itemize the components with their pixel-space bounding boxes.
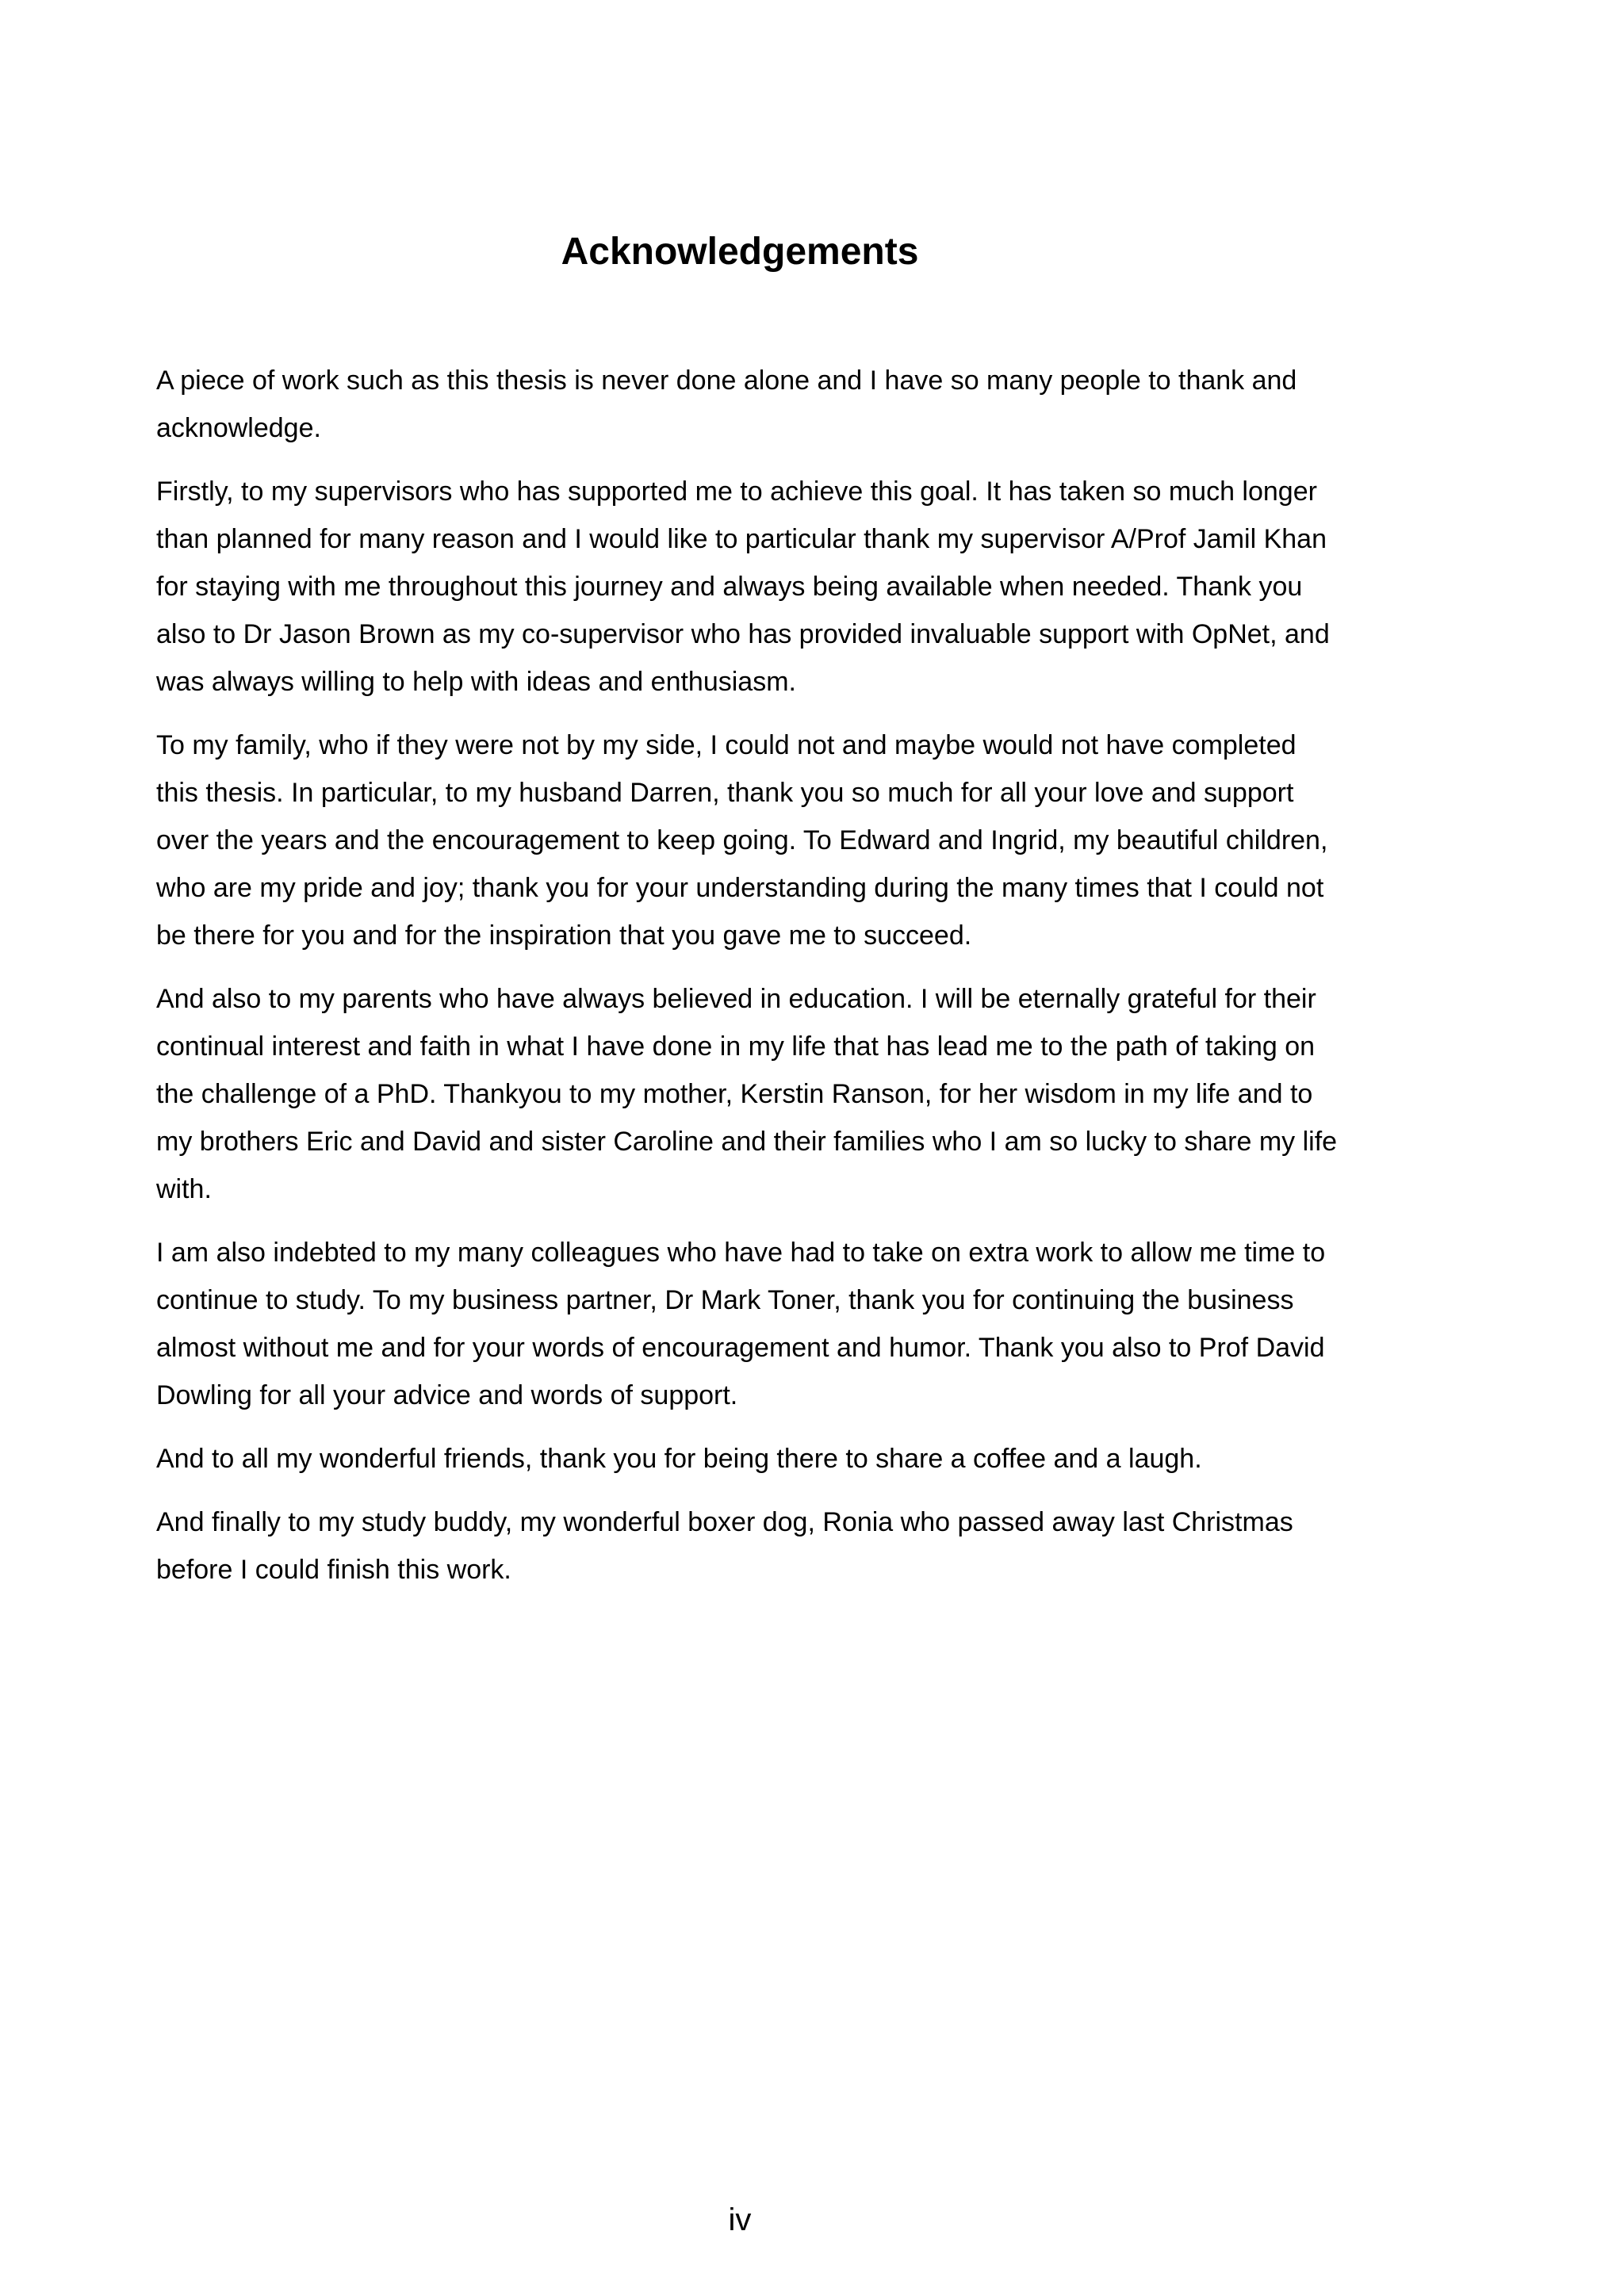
paragraph-2: Firstly, to my supervisors who has supported me to achieve this goal. It has taken so much longer than planned for many reason and I would like to particular thank my supervisor A/Prof Jamil Khan for staying with me throughout this journey and always being available when needed. Thank you also to Dr Jason Brown as my co-supervisor who has provided invaluable support with OpNet, and was always willing to help with ideas and enthusiasm. [156, 476, 1330, 697]
acknowledgements-body [156, 357, 1338, 1609]
page-title: Acknowledgements [561, 231, 919, 273]
page-number: iv [728, 2202, 752, 2237]
paragraph-6: And to all my wonderful friends, thank you for being there to share a coffee and a laugh. [156, 1444, 1202, 1474]
paragraph-4: And also to my parents who have always believed in education. I will be eternally grateful for their continual interest and faith in what I have done in my life that has lead me to the path of taking on the challenge of a PhD. Thankyou to my mother, Kerstin Ranson, for her wisdom in my life and to my brothers Eric and David and sister Caroline and their families who I am so lucky to share my life with. [156, 984, 1338, 1204]
paragraph-5: I am also indebted to my many colleagues who have had to take on extra work to allow me time to continue to study. To my business partner, Dr Mark Toner, thank you for continuing the business almost without me and for your words of encouragement and humor. Thank you also to Prof David Dowling for all your advice and words of support. [156, 1238, 1326, 1410]
paragraph-3: To my family, who if they were not by my side, I could not and maybe would not have completed this thesis. In particular, to my husband Darren, thank you so much for all your love and support over the years and the encouragement to keep going. To Edward and Ingrid, my beautiful children, who are my pride and joy; thank you for your understanding during the many times that I could not be there for you and for the inspiration that you gave me to succeed. [156, 730, 1328, 951]
paragraph-7: And finally to my study buddy, my wonderful boxer dog, Ronia who passed away last Christmas before I could finish this work. [156, 1507, 1293, 1585]
paragraph-1: A piece of work such as this thesis is never done alone and I have so many people to thank and acknowledge. [156, 365, 1297, 443]
